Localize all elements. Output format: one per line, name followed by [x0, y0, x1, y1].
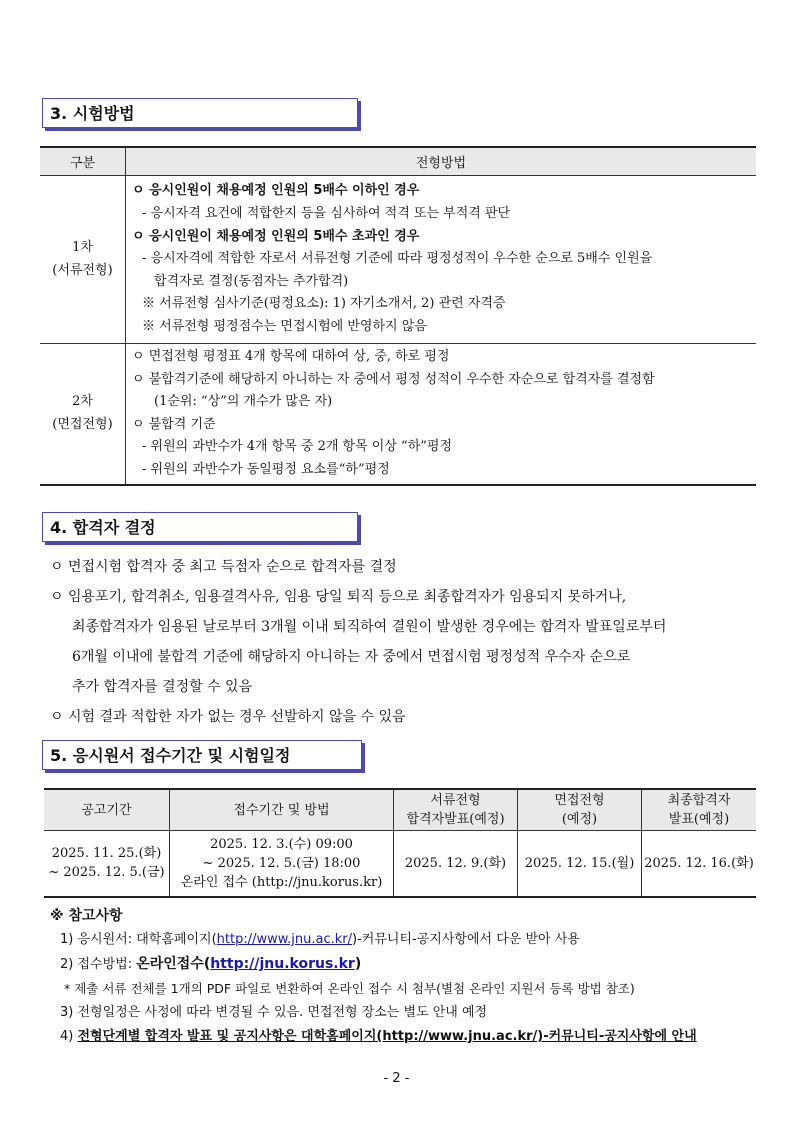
table-row — [44, 831, 756, 897]
notice-period-cell: 2025. 11. 25.(화) ~ 2025. 12. 5.(금) — [44, 831, 170, 897]
exam-method-table — [40, 146, 756, 486]
header-doc-result: 서류전형 합격자발표(예정) — [394, 789, 518, 831]
table-row — [40, 176, 756, 344]
interview-cell: 2025. 12. 15.(월) — [518, 831, 642, 897]
section-4-body: ㅇ 면접시험 합격자 중 최고 득점자 순으로 합격자를 결정 ㅇ 임용포기, 합격취소, 임용결격사유, 임용 당일 퇴직 등으로 최종합격자가 임용되지 못하거나, 최종합격자가 임용된 날로부터 3개월 이내 퇴직하여 결원이 발생한 경우에는 합격자 발표일로부터 6개월 이내에 불합격 기준에 해당하지 아니하는 자 중에서 면접시험 평정성적 우수자 순으로 추가 합격자를 결정할 수 있음 ㅇ 시험 결과 적합한 자가 없는 경우 선발하지 않을 수 있음 — [50, 559, 667, 725]
row-label-stage1: 1차 (서류전형) — [40, 176, 126, 344]
reference-notes — [50, 904, 760, 1049]
header-final-result: 최종합격자 발표(예정) — [642, 789, 757, 831]
schedule-table — [44, 788, 756, 898]
table-header-row — [44, 789, 756, 831]
page-number: - 2 - — [383, 1071, 410, 1086]
section-4-heading: 4. 합격자 결정 — [42, 512, 358, 542]
apply-period-cell: 2025. 12. 3.(수) 09:00 ~ 2025. 12. 5.(금) 18:00 온라인 접수 (http://jnu.korus.kr) — [170, 831, 394, 897]
table-row — [40, 344, 756, 485]
header-interview: 면접전형 (예정) — [518, 789, 642, 831]
doc-result-cell: 2025. 12. 9.(화) — [394, 831, 518, 897]
notes-title: ※ 참고사항 — [50, 908, 123, 924]
note-1: 1) 응시원서: 대학홈페이지(http://www.jnu.ac.kr/)-커뮤니티-공지사항에서 다운 받아 사용 — [60, 932, 580, 947]
korus-link[interactable]: http://jnu.korus.kr — [210, 956, 355, 972]
section-5-heading: 5. 응시원서 접수기간 및 시험일정 — [42, 740, 362, 770]
homepage-link[interactable]: http://www.jnu.ac.kr/ — [216, 932, 353, 947]
section-3-heading: 3. 시험방법 — [42, 98, 358, 128]
header-notice-period: 공고기간 — [44, 789, 170, 831]
note-2-sub: * 제출 서류 전체를 1개의 PDF 파일로 변환하여 온라인 접수 시 첨부(별첨 온라인 지원서 등록 방법 참조) — [64, 981, 635, 996]
final-result-cell: 2025. 12. 16.(화) — [642, 831, 757, 897]
note-4: 4) 전형단계별 합격자 발표 및 공지사항은 대학홈페이지(http://www.jnu.ac.kr/)-커뮤니티-공지사항에 안내 — [60, 1029, 697, 1044]
col-header-category: 구분 — [40, 147, 126, 176]
col-header-method: 전형방법 — [126, 147, 757, 176]
header-apply-period: 접수기간 및 방법 — [170, 789, 394, 831]
row-label-stage2: 2차 (면접전형) — [40, 344, 126, 485]
note-3: 3) 전형일정은 사정에 따라 변경될 수 있음. 면접전형 장소는 별도 안내 예정 — [60, 1005, 488, 1020]
note-2: 2) 접수방법: 온라인접수(http://jnu.korus.kr) — [60, 956, 362, 972]
stage2-method: ㅇ 면접전형 평정표 4개 항목에 대하여 상, 중, 하로 평정 ㅇ 불합격기준에 해당하지 아니하는 자 중에서 평정 성적이 우수한 자순으로 합격자를 결정함 (1순위: “상”의 개수가 많은 자) ㅇ 불합격 기준 - 위원의 과반수가 4개 항목 중 2개 항목 이상 “하”평정 - 위원의 과반수가 동일평정 요소를“하”평정 — [126, 344, 757, 485]
stage1-method: ㅇ 응시인원이 채용예정 인원의 5배수 이하인 경우 - 응시자격 요건에 적합한지 등을 심사하여 적격 또는 부적격 판단 ㅇ 응시인원이 채용예정 인원의 5배수 초과인 경우 - 응시자격에 적합한 자로서 서류전형 기준에 따라 평정성적이 우수한 순으로 5배수 인원을 합격자로 결정(동점자는 추가합격) ※ 서류전형 심사기준(평정요소): 1) 자기소개서, 2) 관련 자격증 ※ 서류전형 평정점수는 면접시험에 반영하지 않음 — [126, 176, 757, 344]
